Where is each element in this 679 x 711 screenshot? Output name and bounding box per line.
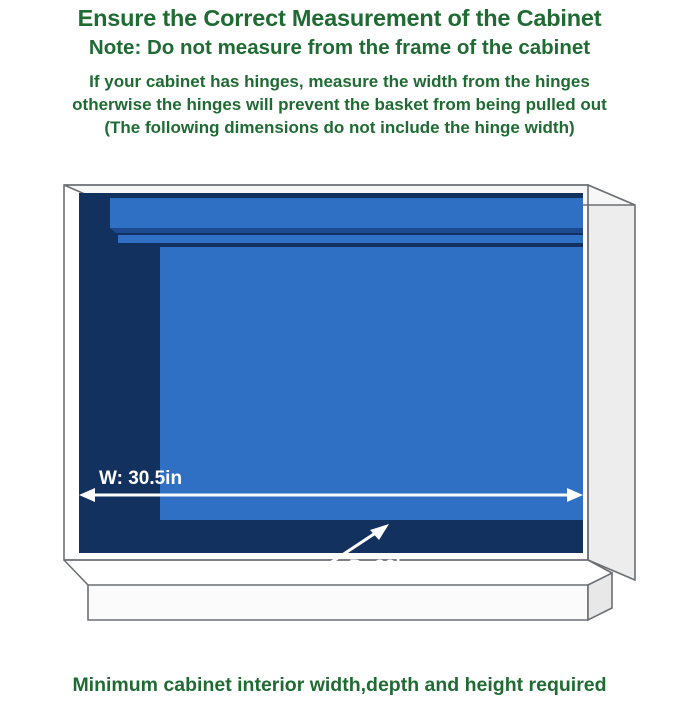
header-block xyxy=(0,0,679,140)
page-title: Ensure the Correct Measurement of the Cabinet xyxy=(77,5,602,31)
footer-caption: Minimum cabinet interior width,depth and height required xyxy=(72,674,607,696)
width-label: W: 30.5in xyxy=(99,468,183,489)
note-line-1: If your cabinet has hinges, measure the width from the hinges xyxy=(89,72,590,92)
note-line-3: (The following dimensions do not include the hinge width) xyxy=(104,118,575,138)
note-block xyxy=(0,71,679,140)
cabinet-diagram xyxy=(0,165,679,645)
note-line-2: otherwise the hinges will prevent the basket from being pulled out xyxy=(72,95,607,115)
cabinet-interior xyxy=(79,193,583,553)
depth-label: D: 22in xyxy=(349,557,413,578)
page-subtitle: Note: Do not measure from the frame of the cabinet xyxy=(88,35,591,59)
cabinet-base xyxy=(64,560,612,620)
